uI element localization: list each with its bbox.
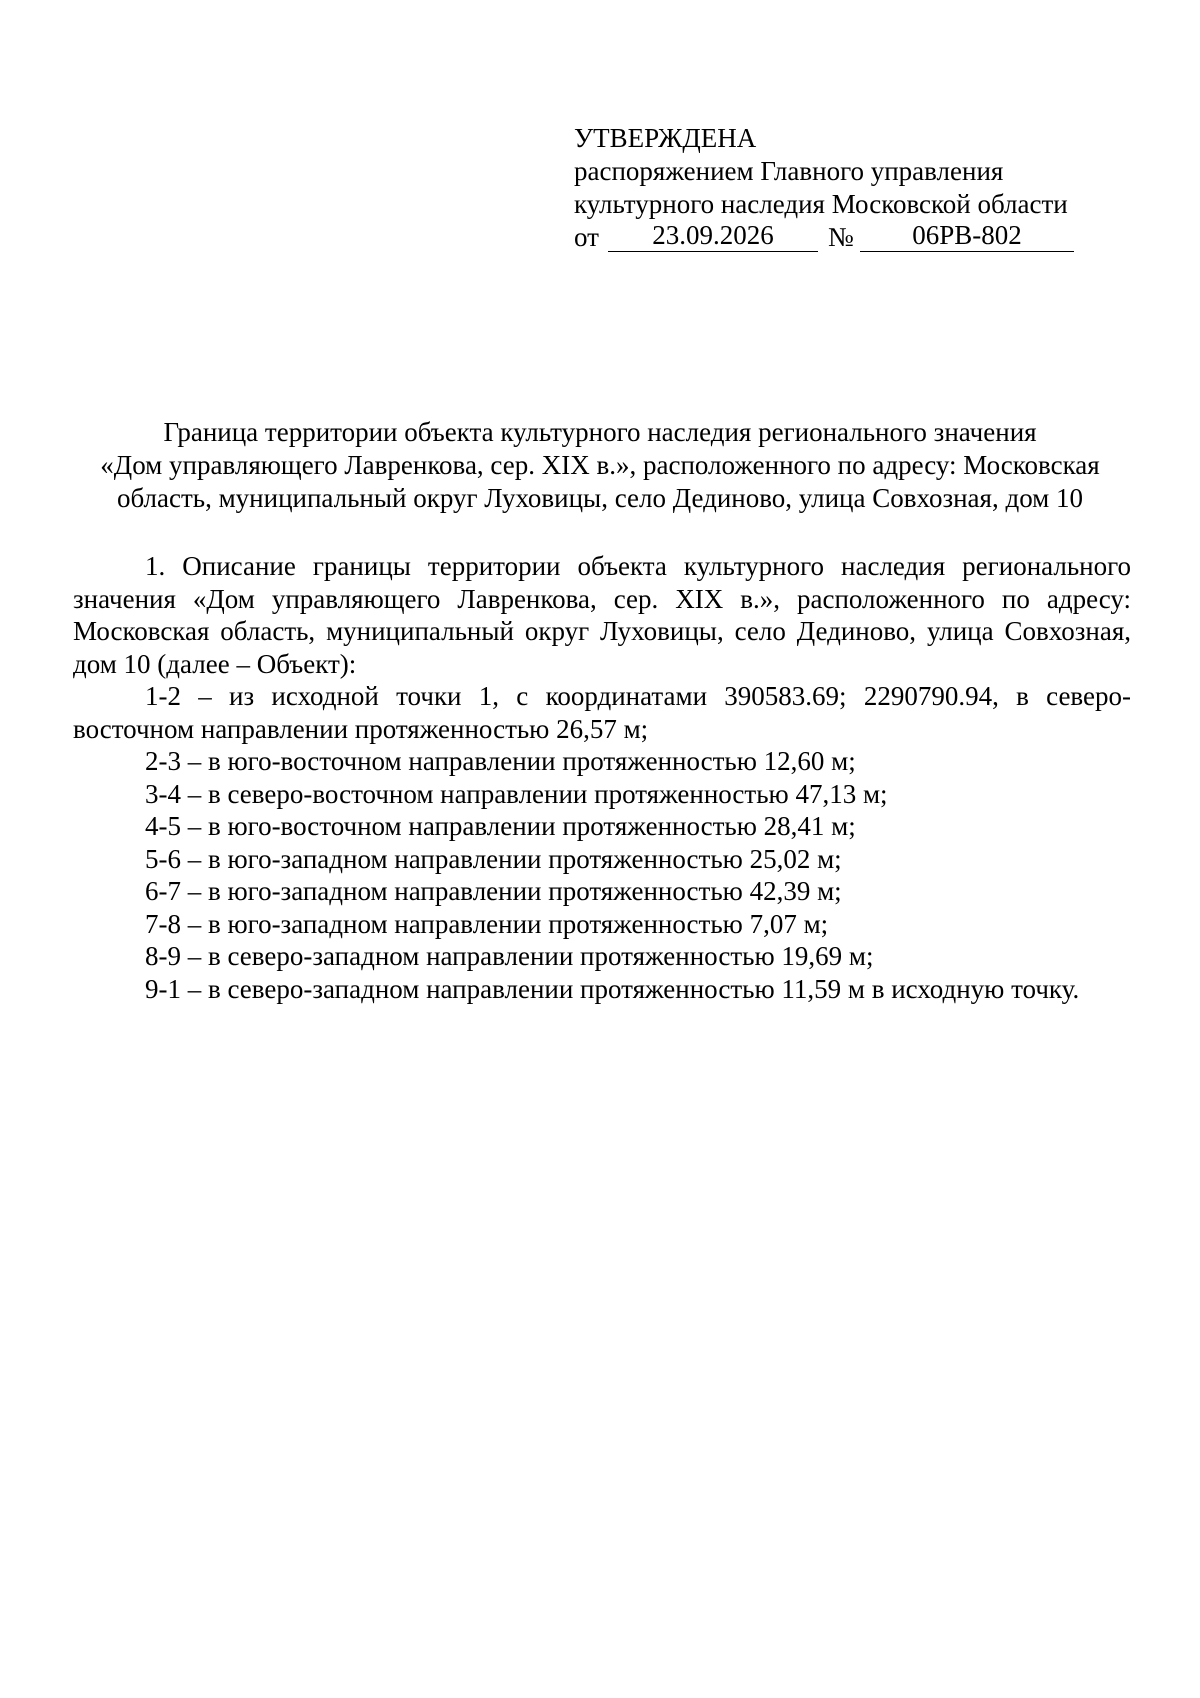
approval-block (574, 122, 1094, 254)
approval-date-row (574, 221, 1094, 254)
boundary-segment: 5-6 – в юго-западном направлении протяженностью 25,02 м; (145, 843, 842, 874)
approval-number: 06РВ-802 (860, 221, 1074, 252)
boundary-segment: 3-4 – в северо-восточном направлении протяженностью 47,13 м; (145, 778, 888, 809)
approval-heading: УТВЕРЖДЕНА (574, 123, 757, 153)
boundary-segment: 8-9 – в северо-западном направлении протяженностью 19,69 м; (145, 941, 874, 971)
approval-line-order: распоряжением Главного управления (574, 156, 1004, 186)
approval-line-authority: культурного наследия Московской области (574, 189, 1068, 219)
boundary-segment: 4-5 – в юго-восточном направлении протяженностью 28,41 м; (145, 811, 856, 841)
number-prefix: № (828, 222, 854, 252)
boundary-segment-first: 1-2 – из исходной точки 1, с координатами 390583.69; 2290790.94, в северо-восточном направлении протяженностью 26,57 м; (73, 681, 1131, 744)
boundary-segment: 2-3 – в юго-восточном направлении протяженностью 12,60 м; (145, 746, 856, 776)
title-line-2: «Дом управляющего Лавренкова, сер. XIX в.», расположенного по адресу: Московская (100, 450, 1100, 480)
title-line-1: Граница территории объекта культурного наследия регионального значения (163, 417, 1037, 447)
boundary-segment: 6-7 – в юго-западном направлении протяженностью 42,39 м; (145, 876, 842, 906)
document-title (60, 416, 1140, 515)
boundary-description (73, 550, 1131, 1005)
boundary-segment: 7-8 – в юго-западном направлении протяженностью 7,07 м; (145, 908, 829, 939)
section-intro-paragraph: 1. Описание границы территории объекта культурного наследия регионального значения «Дом управляющего Лавренкова, сер. XIX в.», расположенного по адресу: Московская область, муниципальный округ Луховицы, село Дединово, улица Совхозная, дом 10 (далее – Объект): (73, 551, 1131, 679)
approval-date: 23.09.2026 (608, 221, 818, 252)
boundary-segment: 9-1 – в северо-западном направлении протяженностью 11,59 м в исходную точку. (145, 973, 1080, 1004)
date-prefix: от (574, 222, 599, 252)
title-line-3: область, муниципальный округ Луховицы, село Дединово, улица Совхозная, дом 10 (116, 483, 1084, 513)
